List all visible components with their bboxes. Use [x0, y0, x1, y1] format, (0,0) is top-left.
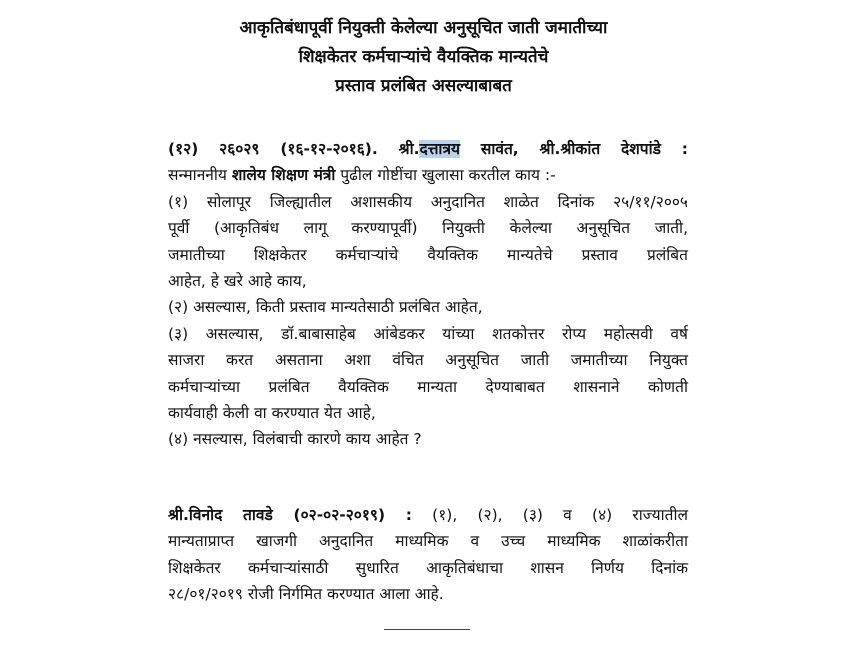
question-header — [168, 136, 688, 162]
answer-header — [168, 502, 688, 528]
minister-name: शालेय शिक्षण मंत्री — [231, 166, 336, 185]
question-3-line: साजरा करत असताना अशा वंचित अनुसूचित जाती जमातीच्या नियुक्त — [168, 351, 688, 370]
question-block — [168, 136, 688, 453]
member-rest: सावंत, श्री.श्रीकांत देशपांडे : — [480, 140, 688, 158]
question-id: २६०२९ — [219, 140, 260, 158]
question-1-line: (१) सोलापूर जिल्ह्यातील अशासकीय अनुदानित शाळेत दिनांक २५/११/२००५ — [168, 192, 688, 211]
question-number: (१२) — [168, 140, 199, 158]
question-1-line: जमातीच्या शिक्षकेतर कर्मचाऱ्यांचे वैयक्तिक मान्यतेचे प्रस्ताव प्रलंबित — [168, 245, 688, 264]
title-line-2: शिक्षकेतर कर्मचाऱ्यांचे वैयक्तिक मान्यतेचे — [298, 47, 549, 67]
intro-suffix: पुढील गोष्टींचा खुलासा करतील काय :- — [340, 166, 556, 185]
question-3-line: कर्मचाऱ्यांच्या प्रलंबित वैयक्तिक मान्यता देण्याबाबत शासनाने कोणती — [168, 377, 688, 396]
member-names — [399, 140, 688, 158]
answer-line: शिक्षकेतर कर्मचाऱ्यांसाठी सुधारित आकृतिबंधाचा शासन निर्णय दिनांक — [168, 558, 688, 577]
answer-block — [168, 502, 688, 608]
answer-first-line-rest: (१), (२), (३) व (४) राज्यातील — [432, 506, 688, 524]
member-prefix: श्री. — [398, 140, 420, 158]
answer-line: मान्यताप्राप्त खाजगी अनुदानित माध्यमिक व उच्च माध्यमिक शाळांकरीता — [168, 532, 688, 551]
question-4: (४) नसल्यास, विलंबाची कारणे काय आहेत ? — [168, 430, 422, 449]
document-title — [0, 14, 847, 101]
question-3-line: कार्यवाही केली वा करण्यात येत आहे, — [168, 403, 376, 422]
question-2: (२) असल्यास, किती प्रस्ताव मान्यतेसाठी प्रलंबित आहेत, — [168, 298, 483, 317]
answer-line: २८/०१/२०१९ रोजी निर्गमित करण्यात आला आहे. — [168, 585, 444, 604]
question-1-line: आहेत, हे खरे आहे काय, — [168, 271, 307, 290]
title-line-3: प्रस्ताव प्रलंबित असल्याबाबत — [335, 76, 512, 96]
highlighted-word[interactable]: दत्तात्रय — [419, 140, 460, 158]
title-line-1: आकृतिबंधापूर्वी नियुक्ती केलेल्या अनुसूचित जाती जमातीच्या — [239, 18, 608, 38]
intro-prefix: सन्माननीय — [168, 166, 227, 185]
question-1-line: पूर्वी (आकृतिबंध लागू करण्यापूर्वी) नियुक्ती केलेल्या अनुसूचित जाती, — [168, 219, 688, 238]
answer-minister: श्री.विनोद तावडे (०२-०२-२०१९) : — [168, 506, 412, 524]
question-date: (१६-१२-२०१६). — [280, 140, 378, 158]
end-divider — [384, 629, 470, 630]
question-intro — [168, 162, 688, 188]
question-3-line: (३) असल्यास, डॉ.बाबासाहेब आंबेडकर यांच्या शतकोत्तर रोप्य महोत्सवी वर्ष — [168, 324, 688, 343]
